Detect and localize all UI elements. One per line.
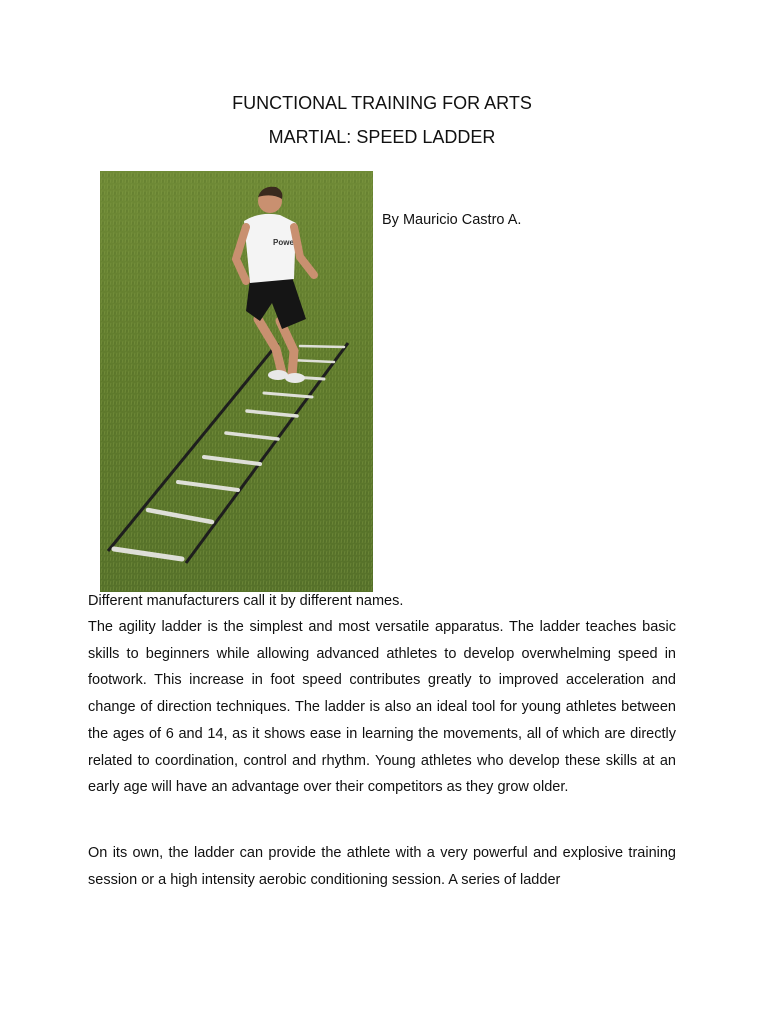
body-paragraph-2: On its own, the ladder can provide the athlete with a very powerful and explosive training session or a high intensity aerobic conditioning session. A series of ladder — [88, 845, 676, 888]
body-paragraph-1: The agility ladder is the simplest and most versatile apparatus. The ladder teaches basic skills to beginners while allowing advanced athletes to develop overwhelming speed in footwork. This increase in foot speed contributes greatly to improved acceleration and change of direction techniques. The ladder is also an ideal tool for young athletes between the ages of 6 and 14, as it shows ease in learning the movements, all of which are directly related to coordination, control and rhythm. Young athletes who develop these skills at an early age will have an advantage over their competitors as they grow older. — [88, 619, 676, 796]
photo-caption: Different manufacturers call it by different names. — [88, 593, 404, 609]
shirt-lettering: Power — [273, 238, 298, 247]
document-title-line-2: MARTIAL: SPEED LADDER — [268, 127, 496, 147]
document-title-line-1: FUNCTIONAL TRAINING FOR ARTS — [232, 93, 532, 113]
speed-ladder-photo — [100, 171, 373, 592]
author-byline: By Mauricio Castro A. — [382, 212, 522, 228]
